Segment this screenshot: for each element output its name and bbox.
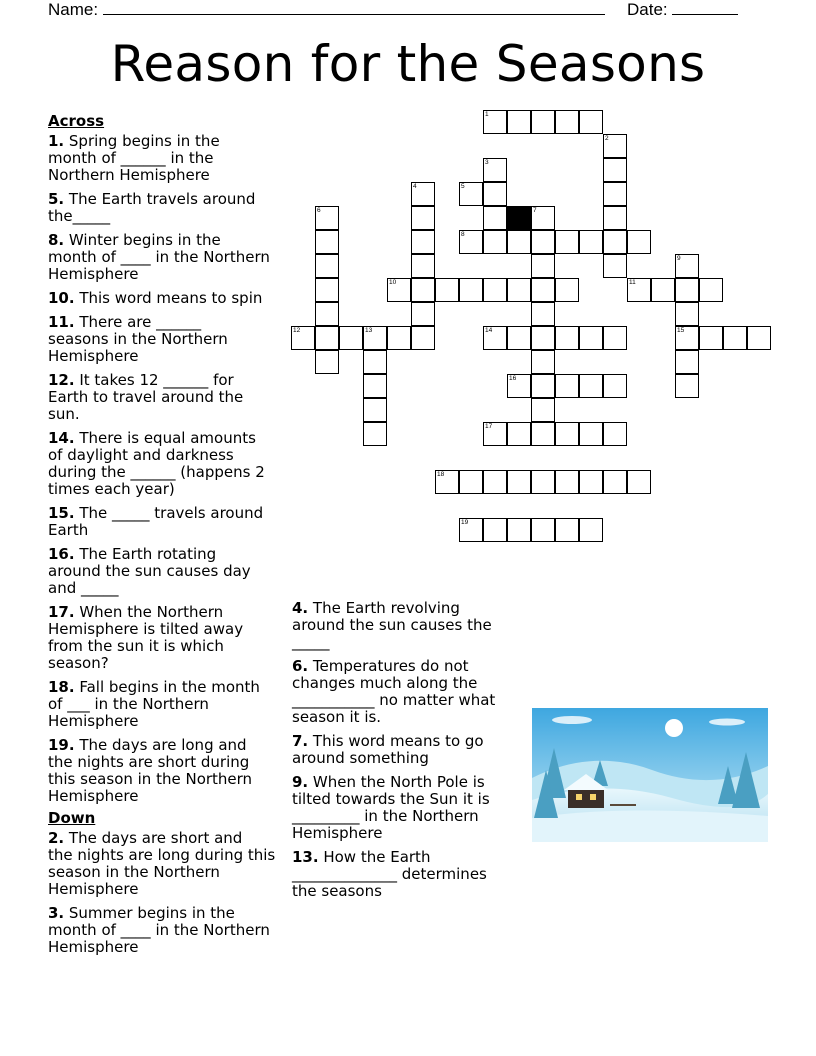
crossword-cell[interactable]: [483, 422, 507, 446]
crossword-cell[interactable]: [531, 302, 555, 326]
cell-number: 19: [461, 519, 469, 526]
clue-number: 9.: [292, 773, 309, 791]
cell-number: 4: [413, 183, 417, 190]
crossword-cell[interactable]: [531, 278, 555, 302]
cell-number: 9: [677, 255, 681, 262]
crossword-cell[interactable]: [651, 278, 675, 302]
clue-text: Summer begins in the month of ____ in the Northern Hemisphere: [48, 904, 270, 956]
clue-item: [48, 191, 288, 225]
clue-item: [48, 133, 288, 184]
cell-number: 16: [509, 375, 517, 382]
crossword-cell[interactable]: [531, 110, 555, 134]
page-title: Reason for the Seasons: [110, 35, 706, 93]
clue-text: Spring begins in the month of ______ in the Northern Hemisphere: [48, 132, 220, 184]
cell-number: 11: [629, 279, 636, 286]
clue-text: The _____ travels around Earth: [48, 504, 264, 539]
crossword-cell[interactable]: [315, 278, 339, 302]
date-line[interactable]: [672, 0, 738, 15]
crossword-cell[interactable]: [483, 470, 507, 494]
crossword-cell[interactable]: [603, 326, 627, 350]
clues-right-column: [292, 600, 528, 907]
clue-number: 13.: [292, 848, 319, 866]
crossword-cell[interactable]: [411, 326, 435, 350]
crossword-cell[interactable]: [531, 398, 555, 422]
crossword-cell[interactable]: [411, 206, 435, 230]
crossword-cell[interactable]: [363, 374, 387, 398]
crossword-cell[interactable]: [579, 518, 603, 542]
clue-number: 11.: [48, 313, 75, 331]
clue-item: [48, 314, 288, 365]
crossword-cell[interactable]: [483, 278, 507, 302]
crossword-cell[interactable]: [507, 422, 531, 446]
clue-text: There are ______ seasons in the Northern Hemisphere: [48, 313, 228, 365]
crossword-cell[interactable]: [411, 230, 435, 254]
crossword-cell[interactable]: [603, 182, 627, 206]
across-heading: Across: [48, 112, 105, 130]
clue-text: Temperatures do not changes much along the ___________ no matter what season it is.: [292, 657, 496, 726]
cell-number: 6: [317, 207, 321, 214]
crossword-cell[interactable]: [555, 110, 579, 134]
crossword-cell[interactable]: [411, 254, 435, 278]
cell-number: 8: [461, 231, 465, 238]
clue-text: The days are short and the nights are long during this season in the Northern Hemisphere: [48, 829, 276, 898]
clue-item: [48, 679, 288, 730]
clue-text: Fall begins in the month of ___ in the Northern Hemisphere: [48, 678, 260, 730]
clue-item: [292, 774, 528, 842]
clue-item: [48, 372, 288, 423]
cell-number: 3: [485, 159, 489, 166]
crossword-cell[interactable]: [603, 254, 627, 278]
date-label: Date:: [627, 0, 668, 19]
crossword-cell[interactable]: [531, 374, 555, 398]
clue-item: [48, 905, 288, 956]
crossword-cell[interactable]: [555, 422, 579, 446]
crossword-cell[interactable]: [507, 326, 531, 350]
clue-number: 14.: [48, 429, 75, 447]
crossword-cell[interactable]: [723, 326, 747, 350]
clue-text: When the Northern Hemisphere is tilted away from the sun it is which season?: [48, 603, 244, 672]
down-clue-list-continued: [292, 600, 528, 900]
crossword-cell[interactable]: [555, 326, 579, 350]
clue-number: 10.: [48, 289, 75, 307]
crossword-cell[interactable]: [507, 230, 531, 254]
clue-item: [292, 733, 528, 767]
crossword-cell[interactable]: [411, 278, 435, 302]
clue-number: 1.: [48, 132, 65, 150]
crossword-cell[interactable]: [483, 182, 507, 206]
cell-number: 12: [293, 327, 301, 334]
crossword-cell[interactable]: [435, 278, 459, 302]
clue-number: 4.: [292, 599, 309, 617]
cell-number: 14: [485, 327, 493, 334]
crossword-cell[interactable]: [531, 518, 555, 542]
cell-number: 10: [389, 279, 397, 286]
crossword-cell[interactable]: [555, 518, 579, 542]
winter-scene-image: [532, 708, 768, 842]
crossword-cell[interactable]: [507, 470, 531, 494]
clue-item: [292, 849, 528, 900]
crossword-cell[interactable]: [555, 278, 579, 302]
clue-item: [292, 658, 528, 726]
crossword-cell[interactable]: [579, 230, 603, 254]
crossword-cell[interactable]: [675, 326, 699, 350]
crossword-cell[interactable]: [603, 374, 627, 398]
clue-text: How the Earth ______________ determines the seasons: [292, 848, 487, 900]
clue-item: [292, 600, 528, 651]
crossword-cell[interactable]: [531, 206, 555, 230]
crossword-cell[interactable]: [675, 350, 699, 374]
crossword-cell[interactable]: [603, 422, 627, 446]
crossword-cell[interactable]: [435, 470, 459, 494]
crossword-cell[interactable]: [339, 326, 363, 350]
cell-number: 7: [533, 207, 537, 214]
crossword-cell[interactable]: [531, 326, 555, 350]
crossword-cell[interactable]: [603, 230, 627, 254]
cell-number: 5: [461, 183, 465, 190]
clue-number: 5.: [48, 190, 65, 208]
crossword-cell[interactable]: [411, 182, 435, 206]
name-label: Name:: [48, 0, 99, 19]
crossword-cell[interactable]: [531, 422, 555, 446]
clue-text: The days are long and the nights are short during this season in the Northern Hemisphere: [48, 736, 253, 805]
clue-text: The Earth revolving around the sun causes the _____: [292, 599, 492, 651]
crossword-cell[interactable]: [459, 518, 483, 542]
crossword-cell[interactable]: [387, 326, 411, 350]
crossword-cell[interactable]: [603, 158, 627, 182]
clue-number: 15.: [48, 504, 75, 522]
crossword-cell[interactable]: [675, 302, 699, 326]
clue-number: 18.: [48, 678, 75, 696]
clue-number: 8.: [48, 231, 65, 249]
crossword-cell[interactable]: [315, 254, 339, 278]
crossword-cell[interactable]: [555, 374, 579, 398]
clue-number: 2.: [48, 829, 65, 847]
crossword-cell[interactable]: [675, 278, 699, 302]
clue-item: [48, 232, 288, 283]
crossword-cell[interactable]: [507, 278, 531, 302]
crossword-cell[interactable]: [627, 278, 651, 302]
crossword-cell[interactable]: [483, 158, 507, 182]
cell-number: 15: [677, 327, 685, 334]
cell-number: 2: [605, 135, 609, 142]
crossword-cell[interactable]: [603, 470, 627, 494]
crossword-cell[interactable]: [459, 230, 483, 254]
crossword-cell[interactable]: [315, 350, 339, 374]
crossword-cell[interactable]: [363, 422, 387, 446]
clue-text: This word means to go around something: [292, 732, 484, 767]
crossword-cell[interactable]: [507, 110, 531, 134]
name-line[interactable]: [103, 0, 605, 15]
crossword-cell[interactable]: [579, 374, 603, 398]
crossword-cell[interactable]: [507, 518, 531, 542]
crossword-cell[interactable]: [411, 302, 435, 326]
crossword-cell[interactable]: [483, 326, 507, 350]
clue-number: 7.: [292, 732, 309, 750]
clue-number: 19.: [48, 736, 75, 754]
crossword-cell[interactable]: [627, 470, 651, 494]
crossword-cell[interactable]: [747, 326, 771, 350]
crossword-cell[interactable]: [699, 326, 723, 350]
crossword-cell[interactable]: [459, 182, 483, 206]
clue-text: It takes 12 ______ for Earth to travel around the sun.: [48, 371, 244, 423]
clue-text: Winter begins in the month of ____ in the Northern Hemisphere: [48, 231, 270, 283]
crossword-cell[interactable]: [315, 206, 339, 230]
across-clue-list: [48, 133, 288, 805]
cell-number: 1: [485, 111, 489, 118]
crossword-cell[interactable]: [555, 470, 579, 494]
crossword-cell[interactable]: [363, 398, 387, 422]
cell-number: 13: [365, 327, 373, 334]
clue-number: 12.: [48, 371, 75, 389]
clue-item: [48, 546, 288, 597]
crossword-cell[interactable]: [579, 470, 603, 494]
crossword-cell[interactable]: [579, 326, 603, 350]
crossword-cell[interactable]: [315, 302, 339, 326]
clue-text: This word means to spin: [74, 289, 263, 307]
crossword-cell[interactable]: [531, 350, 555, 374]
crossword-cell[interactable]: [579, 110, 603, 134]
clue-item: [48, 430, 288, 498]
clue-number: 3.: [48, 904, 65, 922]
crossword-cell[interactable]: [459, 278, 483, 302]
crossword-cell[interactable]: [483, 206, 507, 230]
crossword-cell[interactable]: [675, 374, 699, 398]
name-field[interactable]: [48, 0, 605, 20]
clue-item: [48, 830, 288, 898]
crossword-cell[interactable]: [483, 518, 507, 542]
clue-text: The Earth rotating around the sun causes day and _____: [48, 545, 251, 597]
sun-icon: [665, 719, 683, 737]
crossword-cell[interactable]: [603, 206, 627, 230]
clue-item: [48, 505, 288, 539]
clue-item: [48, 737, 288, 805]
clue-number: 16.: [48, 545, 75, 563]
down-clue-list: [48, 830, 288, 956]
crossword-cell[interactable]: [483, 110, 507, 134]
clue-number: 17.: [48, 603, 75, 621]
crossword-cell[interactable]: [555, 230, 579, 254]
clue-text: When the North Pole is tilted towards the Sun it is _________ in the Northern Hemisphere: [292, 773, 490, 842]
clue-text: There is equal amounts of daylight and darkness during the ______ (happens 2 times each year): [48, 429, 265, 498]
crossword-cell[interactable]: [483, 230, 507, 254]
crossword-cell[interactable]: [363, 350, 387, 374]
cell-number: 18: [437, 471, 445, 478]
crossword-cell[interactable]: [531, 470, 555, 494]
clues-left-column: [48, 113, 288, 963]
black-square: [507, 206, 531, 230]
crossword-cell[interactable]: [291, 326, 315, 350]
crossword-cell[interactable]: [315, 230, 339, 254]
cell-number: 17: [485, 423, 493, 430]
crossword-cell[interactable]: [315, 326, 339, 350]
crossword-cell[interactable]: [459, 470, 483, 494]
crossword-cell[interactable]: [531, 254, 555, 278]
crossword-cell[interactable]: [675, 254, 699, 278]
crossword-cell[interactable]: [387, 278, 411, 302]
crossword-cell[interactable]: [699, 278, 723, 302]
crossword-cell[interactable]: [627, 230, 651, 254]
crossword-cell[interactable]: [363, 326, 387, 350]
clue-number: 6.: [292, 657, 309, 675]
crossword-cell[interactable]: [603, 134, 627, 158]
crossword-cell[interactable]: [507, 374, 531, 398]
clue-item: [48, 290, 288, 307]
crossword-cell[interactable]: [531, 230, 555, 254]
crossword-cell[interactable]: [579, 422, 603, 446]
date-field[interactable]: [627, 0, 738, 20]
clue-item: [48, 604, 288, 672]
clue-text: The Earth travels around the_____: [48, 190, 256, 225]
down-heading: Down: [48, 809, 96, 827]
